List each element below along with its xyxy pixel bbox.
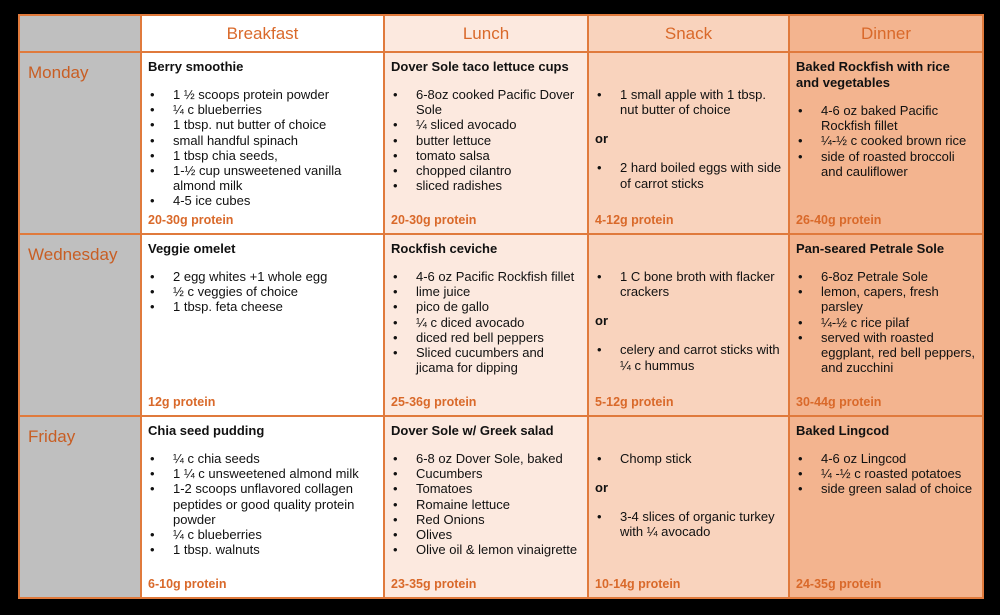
list-item: • chopped cilantro bbox=[391, 163, 581, 178]
list-item: • Olive oil & lemon vinaigrette bbox=[391, 542, 581, 557]
list-item: • ¼ c diced avocado bbox=[391, 315, 581, 330]
item-list bbox=[391, 87, 581, 193]
item-list bbox=[595, 342, 782, 372]
breakfast-cell bbox=[141, 234, 384, 416]
or-separator: or bbox=[595, 480, 608, 496]
snack-spacer bbox=[595, 423, 782, 439]
protein-amount: 10-14g protein bbox=[595, 577, 681, 591]
snack-spacer bbox=[595, 241, 782, 257]
protein-amount: 12g protein bbox=[148, 395, 216, 409]
item-list bbox=[595, 509, 782, 539]
list-item: • side green salad of choice bbox=[796, 481, 976, 496]
corner-cell bbox=[19, 15, 141, 52]
list-item: • 4-6 oz Pacific Rockfish fillet bbox=[391, 269, 581, 284]
list-item: • served with roasted eggplant, red bell peppers, and zucchini bbox=[796, 330, 976, 376]
list-item: • ¼ c blueberries bbox=[148, 102, 377, 117]
list-item: • 1 tbsp. nut butter of choice bbox=[148, 117, 377, 132]
protein-amount: 20-30g protein bbox=[391, 213, 477, 227]
header-row bbox=[19, 15, 983, 52]
lunch-cell bbox=[384, 234, 588, 416]
list-item: • 1 small apple with 1 tbsp. nut butter of choice bbox=[595, 87, 782, 117]
snack-cell bbox=[588, 52, 789, 234]
lunch-cell bbox=[384, 52, 588, 234]
day-row bbox=[19, 52, 983, 234]
header-lunch: Lunch bbox=[384, 15, 588, 52]
day-label: Wednesday bbox=[19, 234, 141, 416]
meal-title: Veggie omelet bbox=[148, 241, 236, 256]
list-item: • ¼ -½ c roasted potatoes bbox=[796, 466, 976, 481]
or-separator: or bbox=[595, 131, 608, 147]
list-item: • 3-4 slices of organic turkey with ¼ avocado bbox=[595, 509, 782, 539]
list-item: • sliced radishes bbox=[391, 178, 581, 193]
list-item: • 4-5 ice cubes bbox=[148, 193, 377, 208]
list-item: • diced red bell peppers bbox=[391, 330, 581, 345]
list-item: • 1 tbsp. feta cheese bbox=[148, 299, 377, 314]
item-list bbox=[796, 103, 976, 179]
list-item: • lemon, capers, fresh parsley bbox=[796, 284, 976, 314]
list-item: • Romaine lettuce bbox=[391, 497, 581, 512]
list-item: • Sliced cucumbers and jicama for dipping bbox=[391, 345, 581, 375]
protein-amount: 23-35g protein bbox=[391, 577, 477, 591]
lunch-cell bbox=[384, 416, 588, 598]
list-item: • ¼ c chia seeds bbox=[148, 451, 377, 466]
item-list bbox=[391, 269, 581, 375]
item-list bbox=[796, 451, 976, 497]
protein-amount: 25-36g protein bbox=[391, 395, 477, 409]
list-item: • lime juice bbox=[391, 284, 581, 299]
snack-cell bbox=[588, 234, 789, 416]
protein-amount: 20-30g protein bbox=[148, 213, 234, 227]
list-item: • butter lettuce bbox=[391, 133, 581, 148]
protein-amount: 5-12g protein bbox=[595, 395, 674, 409]
day-label: Friday bbox=[19, 416, 141, 598]
list-item: • pico de gallo bbox=[391, 299, 581, 314]
meal-plan-table bbox=[18, 14, 984, 599]
dinner-cell bbox=[789, 416, 983, 598]
meal-title: Pan-seared Petrale Sole bbox=[796, 241, 945, 256]
list-item: • 6-8 oz Dover Sole, baked bbox=[391, 451, 581, 466]
protein-amount: 6-10g protein bbox=[148, 577, 227, 591]
list-item: • 1-2 scoops unflavored collagen peptides or good quality protein powder bbox=[148, 481, 377, 527]
list-item: • side of roasted broccoli and cauliflower bbox=[796, 149, 976, 179]
list-item: • 2 egg whites +1 whole egg bbox=[148, 269, 377, 284]
list-item: • 6-8oz cooked Pacific Dover Sole bbox=[391, 87, 581, 117]
day-row bbox=[19, 416, 983, 598]
item-list bbox=[595, 451, 782, 466]
list-item: • 1-½ cup unsweetened vanilla almond milk bbox=[148, 163, 377, 193]
meal-plan bbox=[18, 14, 982, 599]
dinner-cell bbox=[789, 234, 983, 416]
list-item: • 2 hard boiled eggs with side of carrot sticks bbox=[595, 160, 782, 190]
meal-title: Baked Lingcod bbox=[796, 423, 890, 438]
or-separator: or bbox=[595, 313, 608, 329]
list-item: • Tomatoes bbox=[391, 481, 581, 496]
list-item: • ¼-½ c rice pilaf bbox=[796, 315, 976, 330]
item-list bbox=[595, 160, 782, 190]
item-list bbox=[148, 269, 377, 315]
day-label: Monday bbox=[19, 52, 141, 234]
snack-cell bbox=[588, 416, 789, 598]
day-row bbox=[19, 234, 983, 416]
header-breakfast: Breakfast bbox=[141, 15, 384, 52]
meal-title: Dover Sole taco lettuce cups bbox=[391, 59, 569, 74]
breakfast-cell bbox=[141, 416, 384, 598]
list-item: • 1 ¼ c unsweetened almond milk bbox=[148, 466, 377, 481]
list-item: • 6-8oz Petrale Sole bbox=[796, 269, 976, 284]
item-list bbox=[148, 87, 377, 209]
item-list bbox=[595, 269, 782, 299]
protein-amount: 30-44g protein bbox=[796, 395, 882, 409]
protein-amount: 4-12g protein bbox=[595, 213, 674, 227]
breakfast-cell bbox=[141, 52, 384, 234]
header-dinner: Dinner bbox=[789, 15, 983, 52]
header-snack: Snack bbox=[588, 15, 789, 52]
meal-title: Baked Rockfish with rice and vegetables bbox=[796, 59, 950, 90]
list-item: • 4-6 oz Lingcod bbox=[796, 451, 976, 466]
list-item: • ½ c veggies of choice bbox=[148, 284, 377, 299]
list-item: • ¼ sliced avocado bbox=[391, 117, 581, 132]
list-item: • 1 ½ scoops protein powder bbox=[148, 87, 377, 102]
list-item: • Olives bbox=[391, 527, 581, 542]
protein-amount: 26-40g protein bbox=[796, 213, 882, 227]
list-item: • tomato salsa bbox=[391, 148, 581, 163]
protein-amount: 24-35g protein bbox=[796, 577, 882, 591]
list-item: • 4-6 oz baked Pacific Rockfish fillet bbox=[796, 103, 976, 133]
item-list bbox=[391, 451, 581, 557]
meal-title: Chia seed pudding bbox=[148, 423, 265, 438]
snack-spacer bbox=[595, 59, 782, 75]
list-item: • Chomp stick bbox=[595, 451, 782, 466]
meal-title: Berry smoothie bbox=[148, 59, 244, 74]
item-list bbox=[148, 451, 377, 557]
list-item: • small handful spinach bbox=[148, 133, 377, 148]
list-item: • ¼-½ c cooked brown rice bbox=[796, 133, 976, 148]
meal-title: Rockfish ceviche bbox=[391, 241, 498, 256]
item-list bbox=[796, 269, 976, 375]
item-list bbox=[595, 87, 782, 117]
list-item: • Cucumbers bbox=[391, 466, 581, 481]
dinner-cell bbox=[789, 52, 983, 234]
meal-title: Dover Sole w/ Greek salad bbox=[391, 423, 554, 438]
list-item: • 1 C bone broth with flacker crackers bbox=[595, 269, 782, 299]
list-item: • celery and carrot sticks with ¼ c hummus bbox=[595, 342, 782, 372]
list-item: • 1 tbsp. walnuts bbox=[148, 542, 377, 557]
list-item: • Red Onions bbox=[391, 512, 581, 527]
list-item: • ¼ c blueberries bbox=[148, 527, 377, 542]
list-item: • 1 tbsp chia seeds, bbox=[148, 148, 377, 163]
